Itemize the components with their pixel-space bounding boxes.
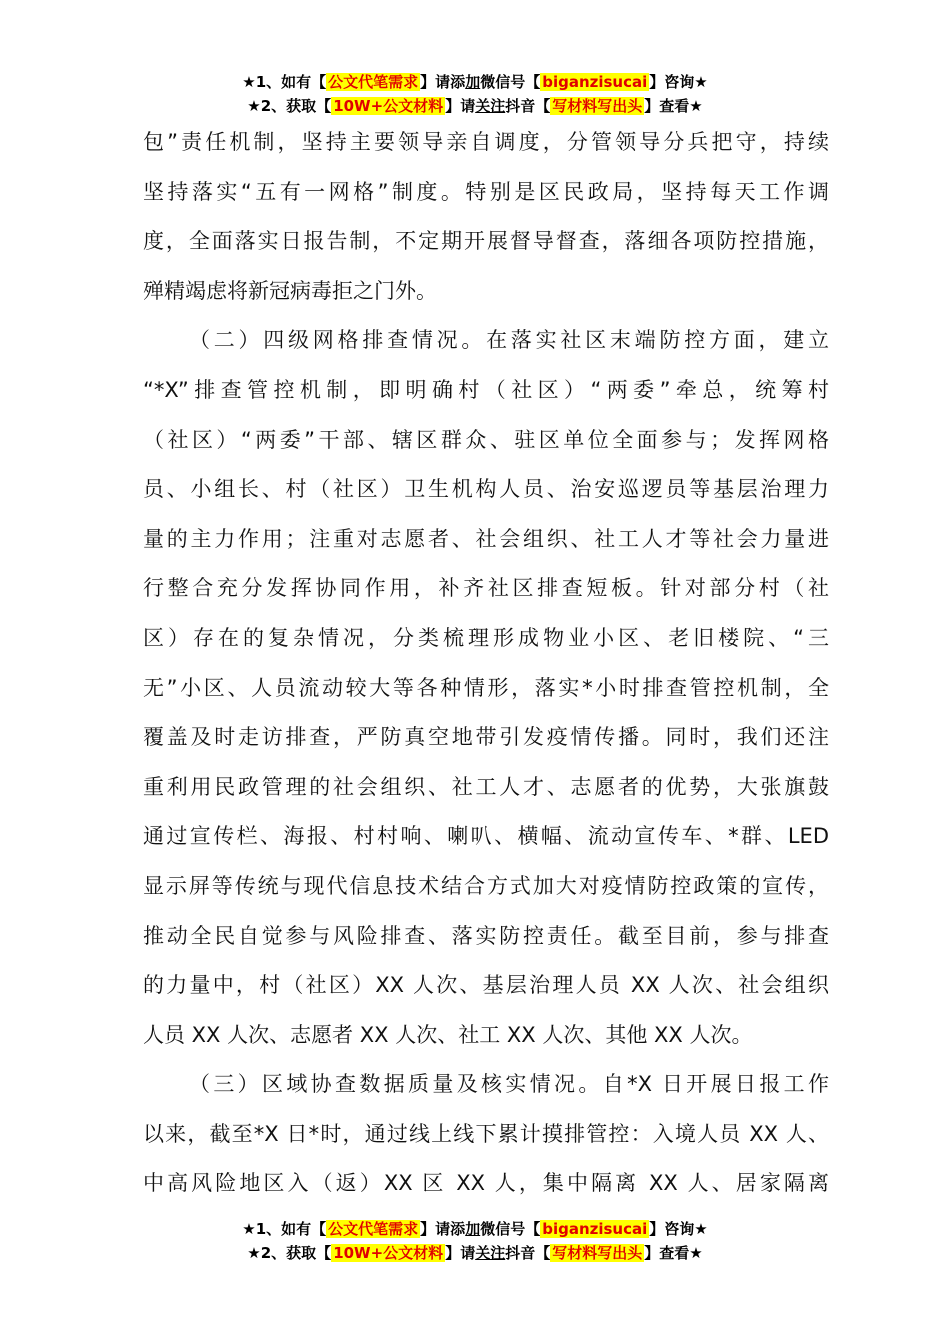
notice-underline: 关注 (475, 1244, 506, 1262)
notice-text: ★2、获取【 (247, 1244, 332, 1262)
text-line: 显示屏等传统与现代信息技术结合方式加大对疫情防控政策的宣传， (143, 873, 829, 898)
notice-text: 】查看★ (644, 97, 703, 115)
notice-text: 】查看★ (644, 1244, 703, 1262)
text-line: 以来，截至*X 日*时，通过线上线下累计摸排管控：入境人员 XX 人、 (143, 1121, 829, 1146)
notice-underline: 关注 (475, 97, 506, 115)
notice-underline: 加 (465, 1220, 481, 1238)
wechat-id-highlight: biganzisucai (542, 1220, 648, 1238)
document-body (143, 118, 829, 1209)
notice-text: 】咨询★ (649, 73, 708, 91)
notice-text: 微信号【 (480, 1220, 541, 1238)
notice-text: 】咨询★ (649, 1220, 708, 1238)
douyin-id-highlight: 写材料写出头 (552, 97, 643, 115)
notice-line-2 (0, 94, 950, 118)
text-line: 行整合充分发挥协同作用，补齐社区排查短板。针对部分村（社 (143, 576, 829, 601)
text-line: 覆盖及时走访排查，严防真空地带引发疫情传播。同时，我们还注 (143, 725, 829, 750)
footer-notice (0, 1217, 950, 1265)
notice-text: ★1、如有【 (242, 1220, 327, 1238)
text-line: 量的主力作用；注重对志愿者、社会组织、社工人才等社会力量进 (143, 526, 829, 551)
text-line: 度，全面落实日报告制，不定期开展督导督查，落细各项防控措施， (143, 229, 829, 254)
text-line: 包”责任机制，坚持主要领导亲自调度，分管领导分兵把守，持续 (143, 130, 829, 154)
notice-text: 微信号【 (480, 73, 541, 91)
notice-text: 抖音【 (505, 1244, 551, 1262)
text-line: （社区）“两委”干部、辖区群众、驻区单位全面参与；发挥网格 (143, 427, 829, 452)
text-line: 推动全民自觉参与风险排查、落实防控责任。截至目前，参与排查 (143, 923, 829, 948)
text-line: 区）存在的复杂情况，分类梳理形成物业小区、老旧楼院、“三 (143, 625, 829, 650)
text-line: 人员 XX 人次、志愿者 XX 人次、社工 XX 人次、其他 XX 人次。 (143, 1022, 753, 1047)
text-line: 殚精竭虑将新冠病毒拒之门外。 (143, 278, 437, 303)
notice-line-2 (0, 1241, 950, 1265)
paragraph-3 (143, 1060, 829, 1209)
text-line: （二）四级网格排查情况。在落实社区末端防控方面，建立 (189, 328, 829, 353)
wechat-id-highlight: biganzisucai (542, 73, 648, 91)
notice-text: 抖音【 (505, 97, 551, 115)
text-line: 重利用民政管理的社会组织、社工人才、志愿者的优势，大张旗鼓 (143, 774, 829, 799)
text-line: 通过宣传栏、海报、村村响、喇叭、横幅、流动宣传车、*群、LED (143, 824, 829, 849)
notice-text: 】请添 (420, 73, 466, 91)
paragraph-1 (143, 118, 829, 316)
notice-highlight: 公文代笔需求 (328, 73, 419, 91)
notice-line-1 (0, 1217, 950, 1241)
text-line: 的力量中，村（社区）XX 人次、基层治理人员 XX 人次、社会组织 (143, 973, 829, 998)
notice-highlight: 10W+公文材料 (333, 1244, 444, 1262)
text-line: （三）区域协查数据质量及核实情况。自*X 日开展日报工作 (189, 1072, 829, 1097)
notice-highlight: 10W+公文材料 (333, 97, 444, 115)
text-line: 中高风险地区入（返）XX 区 XX 人，集中隔离 XX 人、居家隔离 (143, 1171, 829, 1196)
notice-text: 】请 (445, 97, 476, 115)
notice-text: ★2、获取【 (247, 97, 332, 115)
notice-highlight: 公文代笔需求 (328, 1220, 419, 1238)
notice-line-1 (0, 70, 950, 94)
douyin-id-highlight: 写材料写出头 (552, 1244, 643, 1262)
notice-text: 】请添 (420, 1220, 466, 1238)
notice-text: ★1、如有【 (242, 73, 327, 91)
notice-underline: 加 (465, 73, 481, 91)
paragraph-2 (143, 316, 829, 1060)
notice-text: 】请 (445, 1244, 476, 1262)
header-notice (0, 70, 950, 118)
text-line: 员、小组长、村（社区）卫生机构人员、治安巡逻员等基层治理力 (143, 477, 829, 502)
text-line: “*X”排查管控机制，即明确村（社区）“两委”牵总，统筹村 (143, 377, 829, 402)
text-line: 无”小区、人员流动较大等各种情形，落实*小时排查管控机制，全 (143, 675, 829, 700)
text-line: 坚持落实“五有一网格”制度。特别是区民政局，坚持每天工作调 (143, 179, 829, 204)
